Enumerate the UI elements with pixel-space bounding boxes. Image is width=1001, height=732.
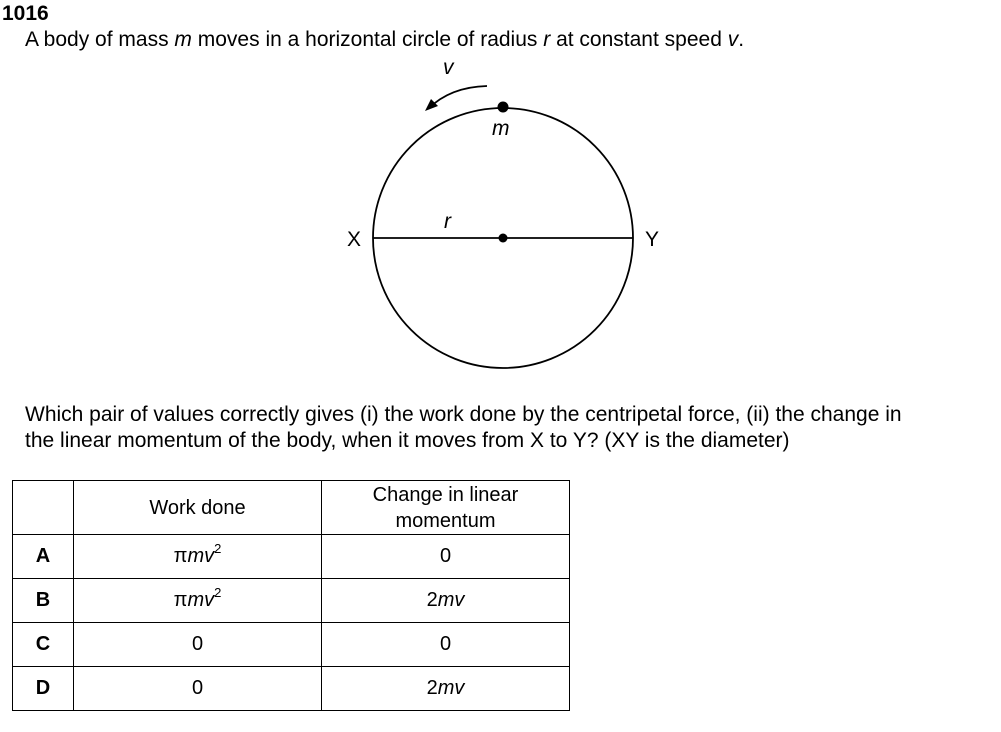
table-row — [13, 667, 570, 711]
arrowhead-icon — [425, 99, 438, 111]
work-plain: 0 — [191, 677, 204, 699]
question-prompt — [25, 402, 1000, 454]
header-momentum — [322, 481, 570, 535]
option-letter: C — [13, 623, 74, 667]
center-point — [499, 234, 508, 243]
work-cell — [74, 623, 322, 667]
header-momentum-line-1: Change in linear — [372, 483, 519, 506]
prompt-line-2: the linear momentum of the body, when it moves from X to Y? (XY is the diameter) — [25, 429, 790, 452]
momentum-suffix: mv — [437, 589, 465, 611]
mass-point — [498, 102, 509, 113]
momentum-main: 2 — [426, 589, 438, 611]
momentum-cell — [322, 623, 570, 667]
header-blank-cell — [13, 481, 74, 535]
work-pi: π — [173, 589, 188, 611]
question-number: 1016 — [2, 2, 49, 25]
momentum-main: 0 — [439, 545, 452, 567]
table-header-row — [13, 481, 570, 535]
work-mv: mv — [187, 545, 215, 567]
momentum-cell — [322, 667, 570, 711]
label-x: X — [347, 228, 362, 251]
stem-text-4: . — [738, 28, 745, 51]
options-table — [12, 480, 570, 711]
label-r: r — [444, 210, 451, 233]
option-letter: D — [13, 667, 74, 711]
stem-text-2: moves in a horizontal circle of radius — [191, 28, 544, 51]
stem-var-r: r — [543, 28, 551, 51]
work-cell — [74, 667, 322, 711]
stem-text-3: at constant speed — [550, 28, 728, 51]
header-work-done: Work done — [74, 481, 322, 535]
work-exponent: 2 — [214, 585, 222, 600]
header-momentum-line-2: momentum — [395, 509, 496, 532]
option-letter: A — [13, 535, 74, 579]
work-cell — [74, 579, 322, 623]
label-y: Y — [645, 228, 660, 251]
stem-var-m: m — [174, 28, 192, 51]
stem-var-v: v — [727, 28, 739, 51]
work-plain: 0 — [191, 633, 204, 655]
table-row — [13, 623, 570, 667]
work-mv: mv — [187, 589, 215, 611]
label-v: v — [443, 56, 454, 79]
stem-text-1: A body of mass — [25, 28, 175, 51]
label-m: m — [492, 117, 510, 140]
momentum-suffix: mv — [437, 677, 465, 699]
momentum-cell — [322, 579, 570, 623]
work-cell — [74, 535, 322, 579]
table-row — [13, 535, 570, 579]
work-pi: π — [173, 545, 188, 567]
work-exponent: 2 — [214, 541, 222, 556]
prompt-line-1: Which pair of values correctly gives (i) the work done by the centripetal force, (ii) the change in — [25, 403, 902, 426]
option-letter: B — [13, 579, 74, 623]
momentum-cell — [322, 535, 570, 579]
momentum-main: 2 — [426, 677, 438, 699]
momentum-main: 0 — [439, 633, 452, 655]
table-row — [13, 579, 570, 623]
